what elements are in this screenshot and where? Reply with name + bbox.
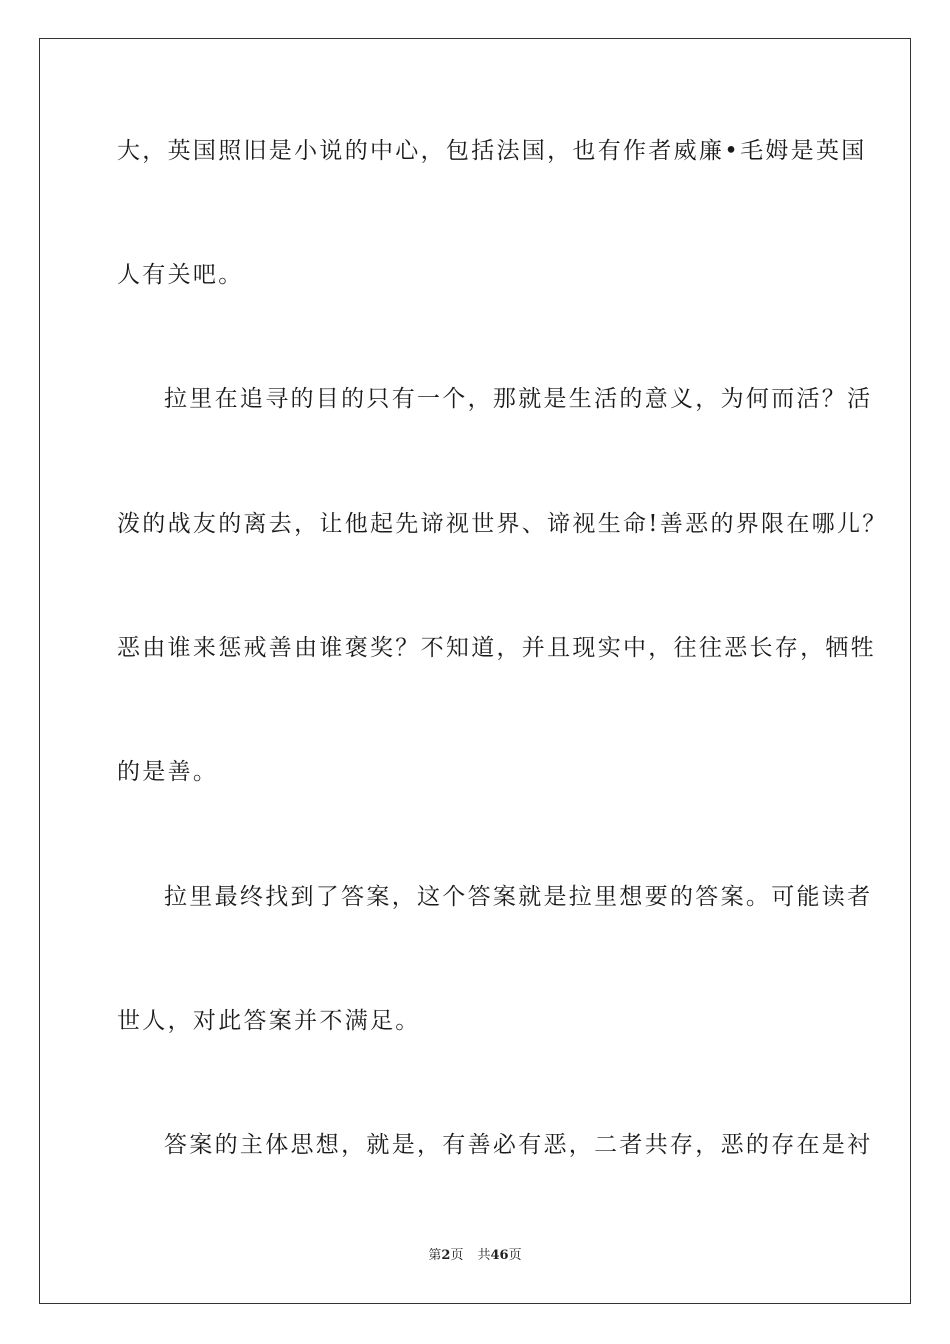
page-border xyxy=(39,38,911,1304)
text-line-6: 的是善。 xyxy=(117,759,219,785)
total-prefix: 共 xyxy=(477,1248,491,1263)
text-line-1: 大，英国照旧是小说的中心，包括法国，也有作者威廉•毛姆是英国 xyxy=(117,138,867,164)
total-suffix: 页 xyxy=(508,1248,522,1263)
text-line-5: 恶由谁来惩戒善由谁褒奖？不知道，并且现实中，往往恶长存，牺牲 xyxy=(117,635,876,661)
text-line-2: 人有关吧。 xyxy=(117,262,244,288)
text-line-9: 答案的主体思想，就是，有善必有恶，二者共存，恶的存在是衬 xyxy=(164,1132,873,1158)
text-line-4: 泼的战友的离去，让他起先谛视世界、谛视生命!善恶的界限在哪儿？ xyxy=(117,511,888,537)
text-line-3: 拉里在追寻的目的只有一个，那就是生活的意义，为何而活？活 xyxy=(164,386,873,412)
page-footer xyxy=(0,1247,950,1265)
page-prefix: 第 xyxy=(428,1248,442,1263)
page-number: 2 xyxy=(441,1248,451,1263)
total-pages: 46 xyxy=(490,1248,509,1263)
text-line-7: 拉里最终找到了答案，这个答案就是拉里想要的答案。可能读者 xyxy=(164,884,873,910)
text-line-8: 世人，对此答案并不满足。 xyxy=(117,1008,421,1034)
page-suffix: 页 xyxy=(450,1248,464,1263)
